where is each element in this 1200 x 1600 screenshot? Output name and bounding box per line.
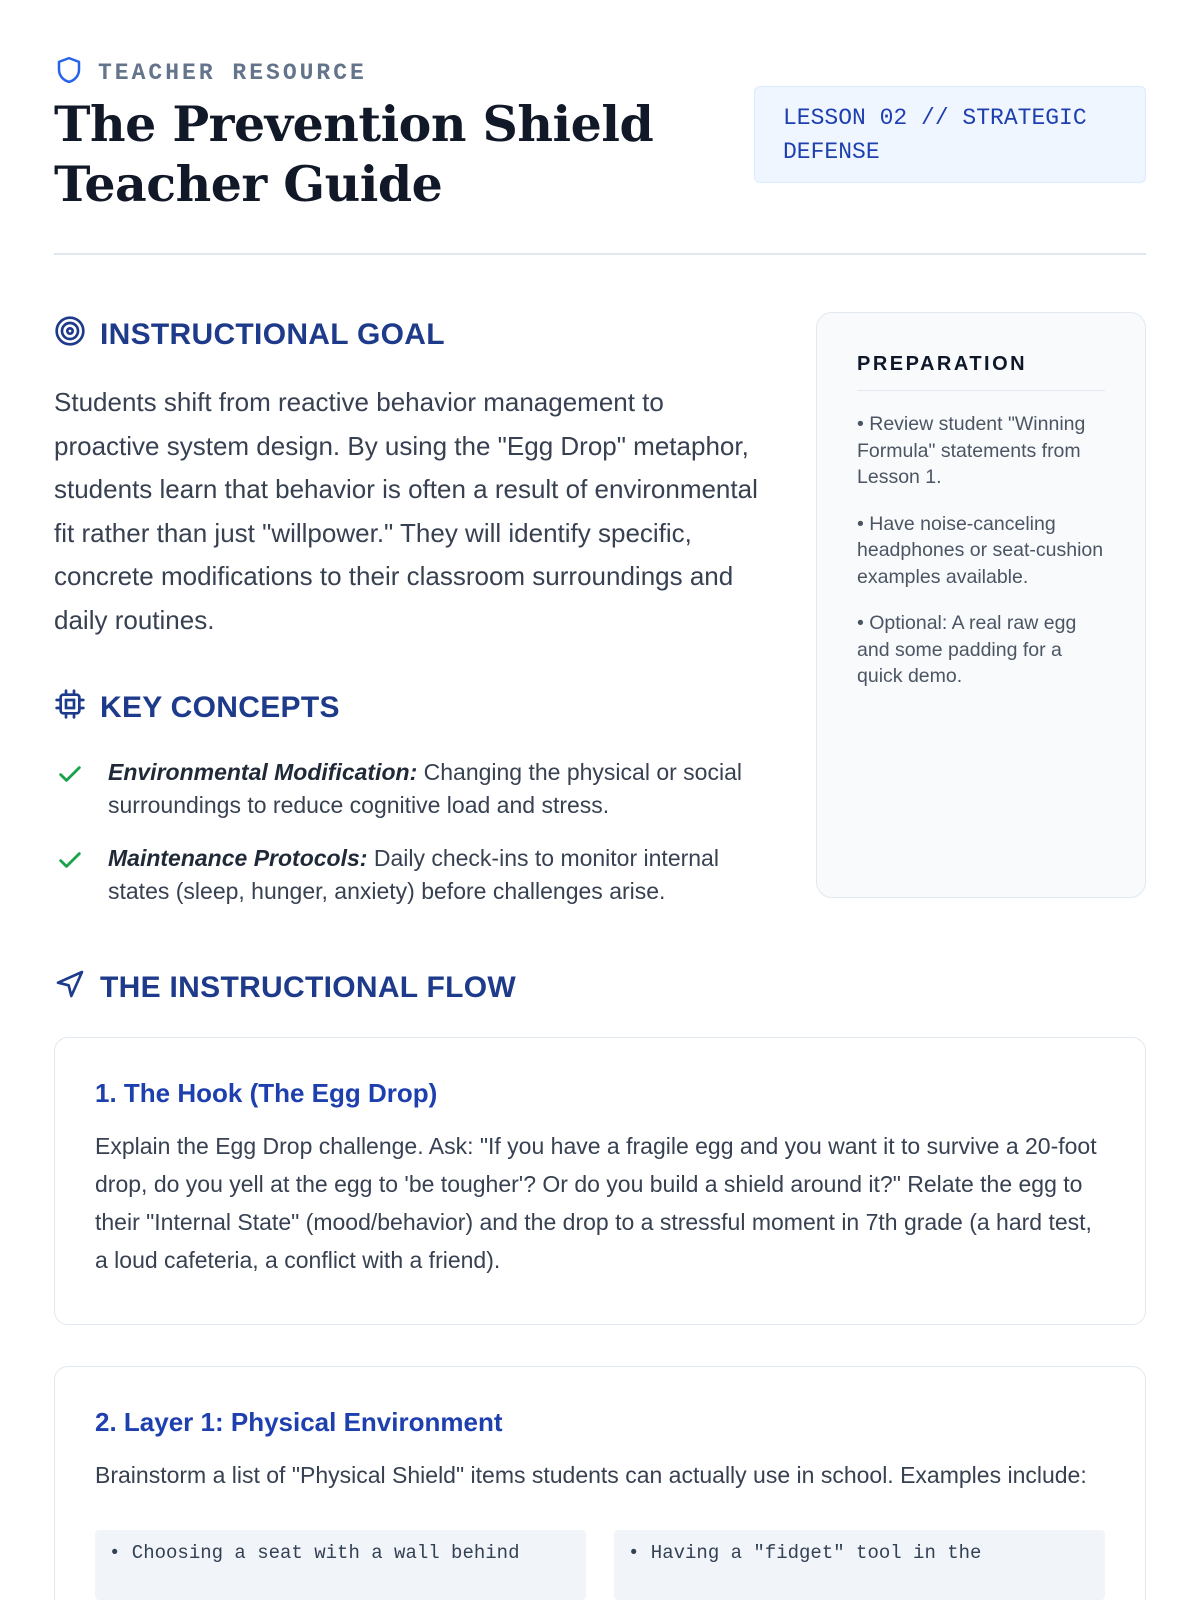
kicker [54,55,367,90]
preparation-card [816,312,1146,898]
shield-icon [54,55,84,90]
preparation-title: PREPARATION [857,353,1105,391]
key-concepts-heading [54,688,774,728]
instructional-goal-heading [54,315,774,355]
lesson-badge [754,86,1146,183]
overview-main [54,315,774,928]
send-icon [54,968,86,1008]
key-concepts-heading-text: KEY CONCEPTS [100,691,340,724]
lesson-badge-line-1: LESSON 02 // STRATEGIC [783,105,1087,131]
example-item: • Having a "fidget" tool in the [614,1530,1105,1600]
flow-card-title: 1. The Hook (The Egg Drop) [95,1078,438,1108]
kicker-label: TEACHER RESOURCE [98,59,367,86]
preparation-list [857,411,1105,690]
flow-card-body: Explain the Egg Drop challenge. Ask: "If you have a fragile egg and you want it to survive a 20-foot drop, do you yell at the egg to 'be tougher'? Or do you build a shield around it?" Relate the egg to their "Internal State" (mood/behavior) and the drop to a stressful moment in 7th grade (a hard test, a loud cafeteria, a conflict with a friend). [95,1133,1097,1273]
list-item [54,842,774,908]
flow-card-physical-environment [54,1366,1146,1600]
concept-description: Changing the physical or social surroundings to reduce cognitive load and stress. [108,759,742,818]
flow-card-hook [54,1037,1146,1325]
cpu-chip-icon [54,688,86,728]
page-title [54,94,694,214]
instructional-flow-heading-text: THE INSTRUCTIONAL FLOW [100,971,517,1004]
example-item: • Choosing a seat with a wall behind [95,1530,586,1600]
list-item [54,756,774,822]
target-icon [54,315,86,355]
concept-term: Environmental Modification: [108,759,418,785]
overview-section [54,255,1146,915]
instructional-goal-heading-text: INSTRUCTIONAL GOAL [100,318,445,351]
instructional-flow-heading [54,968,516,1008]
key-concepts-list [54,756,774,908]
list-item: • Have noise-canceling headphones or seat-cushion examples available. [857,512,1104,588]
list-item: • Review student "Winning Formula" statements from Lesson 1. [857,413,1086,488]
list-item: • Optional: A real raw egg and some padding for a quick demo. [857,612,1077,687]
page-header [54,0,1146,255]
flow-card-body: Brainstorm a list of "Physical Shield" items students can actually use in school. Examples include: [95,1462,1087,1488]
flow-card-title: 2. Layer 1: Physical Environment [95,1407,503,1437]
title-line-2: Teacher Guide [54,155,443,213]
examples-grid [95,1530,1105,1600]
title-line-1: The Prevention Shield [54,95,654,153]
concept-term: Maintenance Protocols: [108,845,368,871]
concept-description: Daily check-ins to monitor internal states (sleep, hunger, anxiety) before challenges arise. [108,845,719,904]
lesson-badge-line-2: DEFENSE [783,139,880,165]
instructional-goal-text: Students shift from reactive behavior management to proactive system design. By using the "Egg Drop" metaphor, students learn that behavior is often a result of environmental fit rather than just "willpower." They will identify specific, concrete modifications to their classroom surroundings and daily routines. [54,387,758,635]
